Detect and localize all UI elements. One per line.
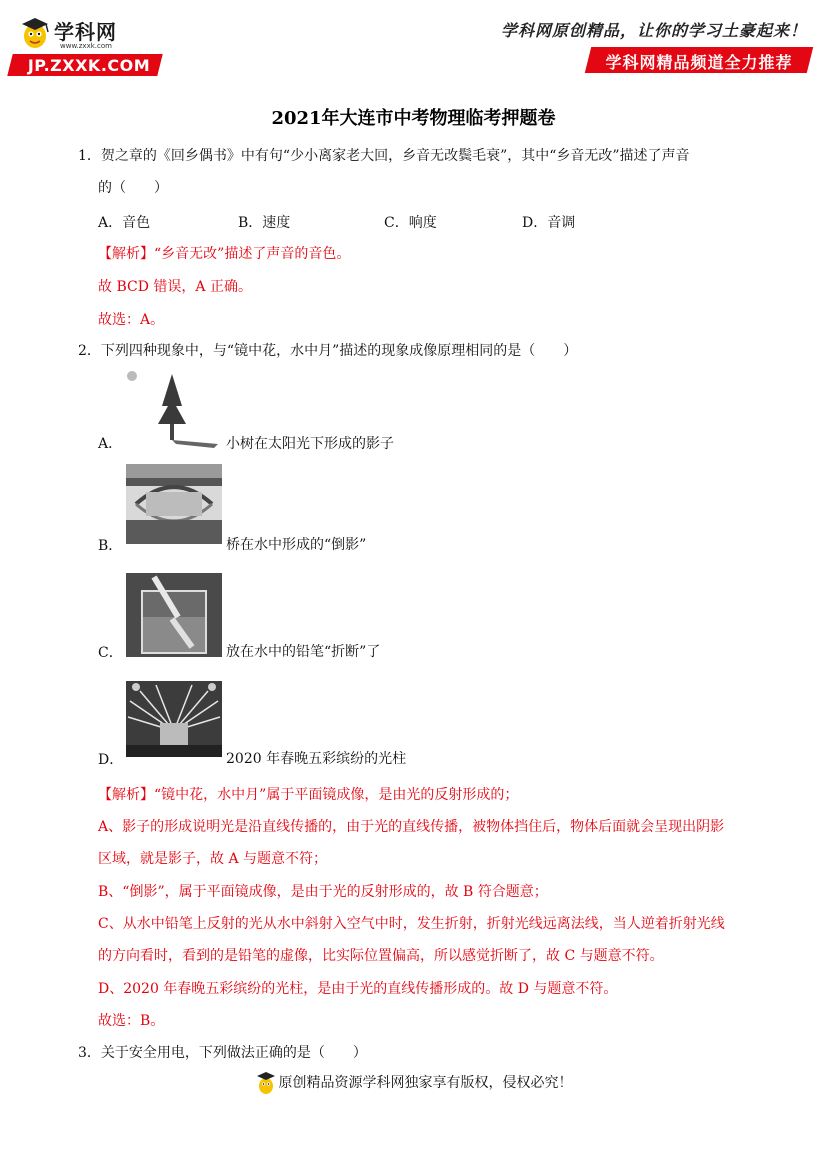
q2-analysis-b: B、“倒影”，属于平面镜成像，是由于光的反射形成的，故 B 符合题意；: [98, 884, 548, 900]
q2-option-a-letter: A．: [98, 436, 123, 452]
q2-option-b-letter: B．: [98, 538, 123, 554]
q2-answer: 故选：B。: [98, 1013, 165, 1029]
q2-analysis-a-line1: A、影子的形成说明光是沿直线传播的，由于光的直线传播，被物体挡住后，物体后面就会呈现出阴影: [98, 819, 725, 835]
logo-name: 学科网: [54, 20, 117, 44]
q1-analysis: [98, 244, 350, 264]
q2-analysis: [98, 785, 518, 805]
q2-analysis-text: “镜中花，水中月”属于平面镜成像，是由光的反射形成的；: [154, 787, 519, 803]
q1-analysis-line2: 故 BCD 错误，A 正确。: [98, 279, 252, 295]
mascot-icon: [18, 16, 52, 50]
q1-analysis-tag: 【解析】: [98, 246, 154, 262]
q1-option-c: C．响度: [384, 215, 437, 231]
q2-option-a-text: 小树在太阳光下形成的影子: [226, 436, 394, 452]
q2-analysis-c-line2: 的方向看时，看到的是铅笔的虚像，比实际位置偏高，所以感觉折断了，故 C 与题意不符。: [98, 948, 664, 964]
q2-analysis-tag: 【解析】: [98, 787, 154, 803]
q2-analysis-c-line1: C、从水中铅笔上反射的光从水中斜射入空气中时，发生折射，折射光线远离法线，当人逆着折射光线: [98, 916, 725, 932]
q1-analysis-text: “乡音无改”描述了声音的音色。: [154, 246, 351, 262]
q2-option-c-text: 放在水中的铅笔“折断”了: [226, 644, 381, 660]
q2-option-c-image: [126, 573, 222, 657]
header-slogan: 学科网原创精品，让你的学习土豪起来！: [500, 21, 807, 40]
q3-stem: 3．关于安全用电，下列做法正确的是（ ）: [78, 1045, 367, 1061]
logo-banner-text: JP.ZXXK.COM: [27, 56, 151, 75]
page-title: 2021年大连市中考物理临考押题卷: [271, 108, 556, 129]
q1-answer: 故选：A。: [98, 312, 165, 328]
q1-option-d: D．音调: [522, 215, 576, 231]
q1-option-b: B．速度: [238, 215, 291, 231]
footer-text: 原创精品资源学科网独家享有版权，侵权必究！: [278, 1075, 573, 1091]
q2-option-b-text: 桥在水中形成的“倒影”: [226, 537, 367, 553]
logo-url: www.zxxk.com: [60, 42, 112, 50]
q2-option-d-text: 2020 年春晚五彩缤纷的光柱: [226, 751, 407, 767]
q1-stem-line1: 1．贺之章的《回乡偶书》中有句“少小离家老大回，乡音无改鬓毛衰”，其中“乡音无改”描述了声音: [78, 148, 690, 164]
q2-option-c-letter: C．: [98, 645, 123, 661]
q1-stem-line2: 的（ ）: [98, 180, 168, 196]
mascot-icon: [255, 1070, 277, 1096]
q1-option-a: A．音色: [98, 215, 151, 231]
footer: [0, 1070, 827, 1096]
q2-option-a-image: [126, 366, 222, 454]
q2-analysis-d: D、2020 年春晚五彩缤纷的光柱，是由于光的直线传播形成的。故 D 与题意不符。: [98, 981, 618, 997]
q2-stem: 2．下列四种现象中，与“镜中花，水中月”描述的现象成像原理相同的是（ ）: [78, 343, 578, 359]
site-logo[interactable]: [10, 12, 170, 78]
recommend-banner[interactable]: 学科网精品频道全力推荐: [605, 53, 793, 72]
q2-option-d-image: [126, 681, 222, 757]
q2-option-b-image: [126, 464, 222, 544]
q2-option-d-letter: D．: [98, 752, 124, 768]
q2-analysis-a-line2: 区域，就是影子，故 A 与题意不符；: [98, 851, 328, 867]
